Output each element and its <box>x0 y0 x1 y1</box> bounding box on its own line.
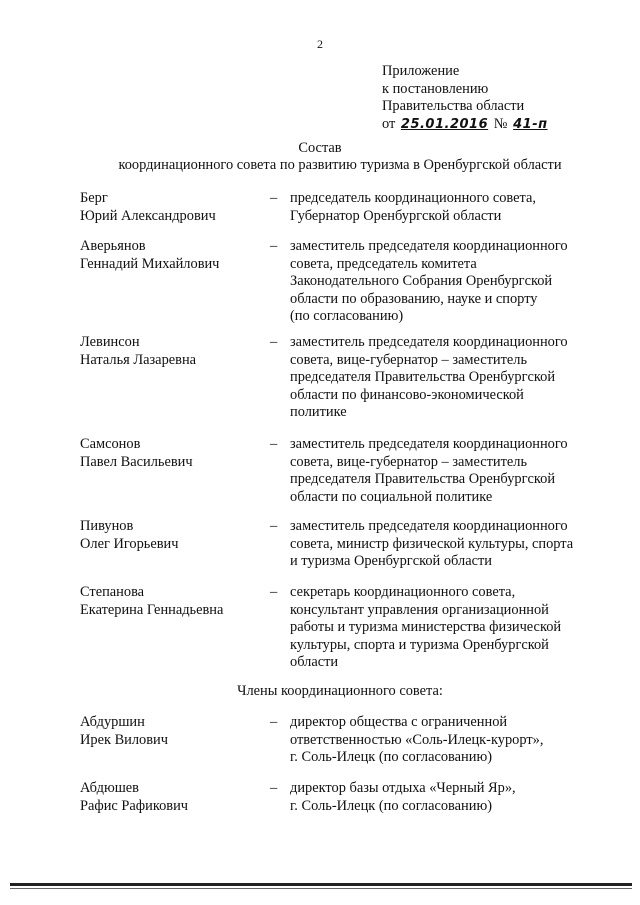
appendix-line-1: Приложение <box>382 63 460 79</box>
entry-surname: Берг <box>80 190 108 206</box>
entry-given-names: Екатерина Геннадьевна <box>80 601 224 618</box>
entry-role: директор базы отдыха «Черный Яр», г. Соль-Илецк (по согласованию) <box>290 780 516 814</box>
page-bottom-rule-thin <box>10 888 632 889</box>
entry-name <box>80 334 265 369</box>
entry-role: заместитель председателя координационного совета, председатель комитета Законодательного Собрания Оренбургской области по образованию, науке и спорту (по согласованию) <box>290 238 568 325</box>
entry-dash: – <box>270 518 278 534</box>
appendix-block <box>382 63 622 133</box>
number-label: № <box>493 115 508 132</box>
entry-dash: – <box>270 334 278 350</box>
entry-given-names: Павел Васильевич <box>80 453 193 470</box>
entry-role: секретарь координационного совета, консультант управления организационной работы и туризма министерства физической культуры, спорта и туризма Оренбургской области <box>290 584 562 671</box>
entry-given-names: Рафис Рафикович <box>80 797 189 814</box>
entry-name <box>80 518 265 553</box>
entry-name <box>80 584 265 619</box>
page-number: 2 <box>317 37 323 51</box>
entry-given-names: Геннадий Михайлович <box>80 255 220 272</box>
entry-dash: – <box>270 436 278 452</box>
entry-surname: Самсонов <box>80 436 141 452</box>
document-subtitle: координационного совета по развитию туризма в Оренбургской области <box>118 157 562 173</box>
page-bottom-rule <box>10 883 632 886</box>
entry-surname: Аверьянов <box>80 238 146 254</box>
resolution-number: 41-п <box>513 116 548 132</box>
entry-role: директор общества с ограниченной ответственностью «Соль-Илецк-курорт», г. Соль-Илецк (по согласованию) <box>290 714 544 766</box>
entry-given-names: Наталья Лазаревна <box>80 351 197 368</box>
entry-dash: – <box>270 714 278 730</box>
entry-given-names: Юрий Александрович <box>80 207 216 224</box>
entry-surname: Левинсон <box>80 334 140 350</box>
entry-given-names: Ирек Вилович <box>80 731 168 748</box>
date-prefix: от <box>382 115 396 132</box>
entry-surname: Степанова <box>80 584 145 600</box>
entry-role: заместитель председателя координационного совета, министр физической культуры, спорта и туризма Оренбургской области <box>290 518 574 570</box>
entry-name <box>80 436 265 471</box>
entry-dash: – <box>270 780 278 796</box>
appendix-date-line <box>382 116 622 134</box>
entry-surname: Пивунов <box>80 518 134 534</box>
appendix-line-2: к постановлению <box>382 80 489 97</box>
entry-dash: – <box>270 238 278 254</box>
entry-role: председатель координационного совета, Губернатор Оренбургской области <box>290 190 536 224</box>
entry-name <box>80 714 265 749</box>
entry-given-names: Олег Игорьевич <box>80 535 179 552</box>
resolution-date: 25.01.2016 <box>400 116 489 132</box>
entry-surname: Абдуршин <box>80 714 145 730</box>
entry-name <box>80 190 265 225</box>
appendix-line-3: Правительства области <box>382 98 525 115</box>
entry-role: заместитель председателя координационного совета, вице-губернатор – заместитель председателя Правительства Оренбургской области по социальной политике <box>290 436 568 505</box>
entry-name <box>80 238 265 273</box>
entry-surname: Абдюшев <box>80 780 139 796</box>
entry-name <box>80 780 265 815</box>
document-title: Состав <box>298 140 342 156</box>
entry-dash: – <box>270 190 278 206</box>
entry-dash: – <box>270 584 278 600</box>
entry-role: заместитель председателя координационного совета, вице-губернатор – заместитель председателя Правительства Оренбургской области по финансово-экономической политике <box>290 334 568 421</box>
members-heading: Члены координационного совета: <box>237 683 443 699</box>
